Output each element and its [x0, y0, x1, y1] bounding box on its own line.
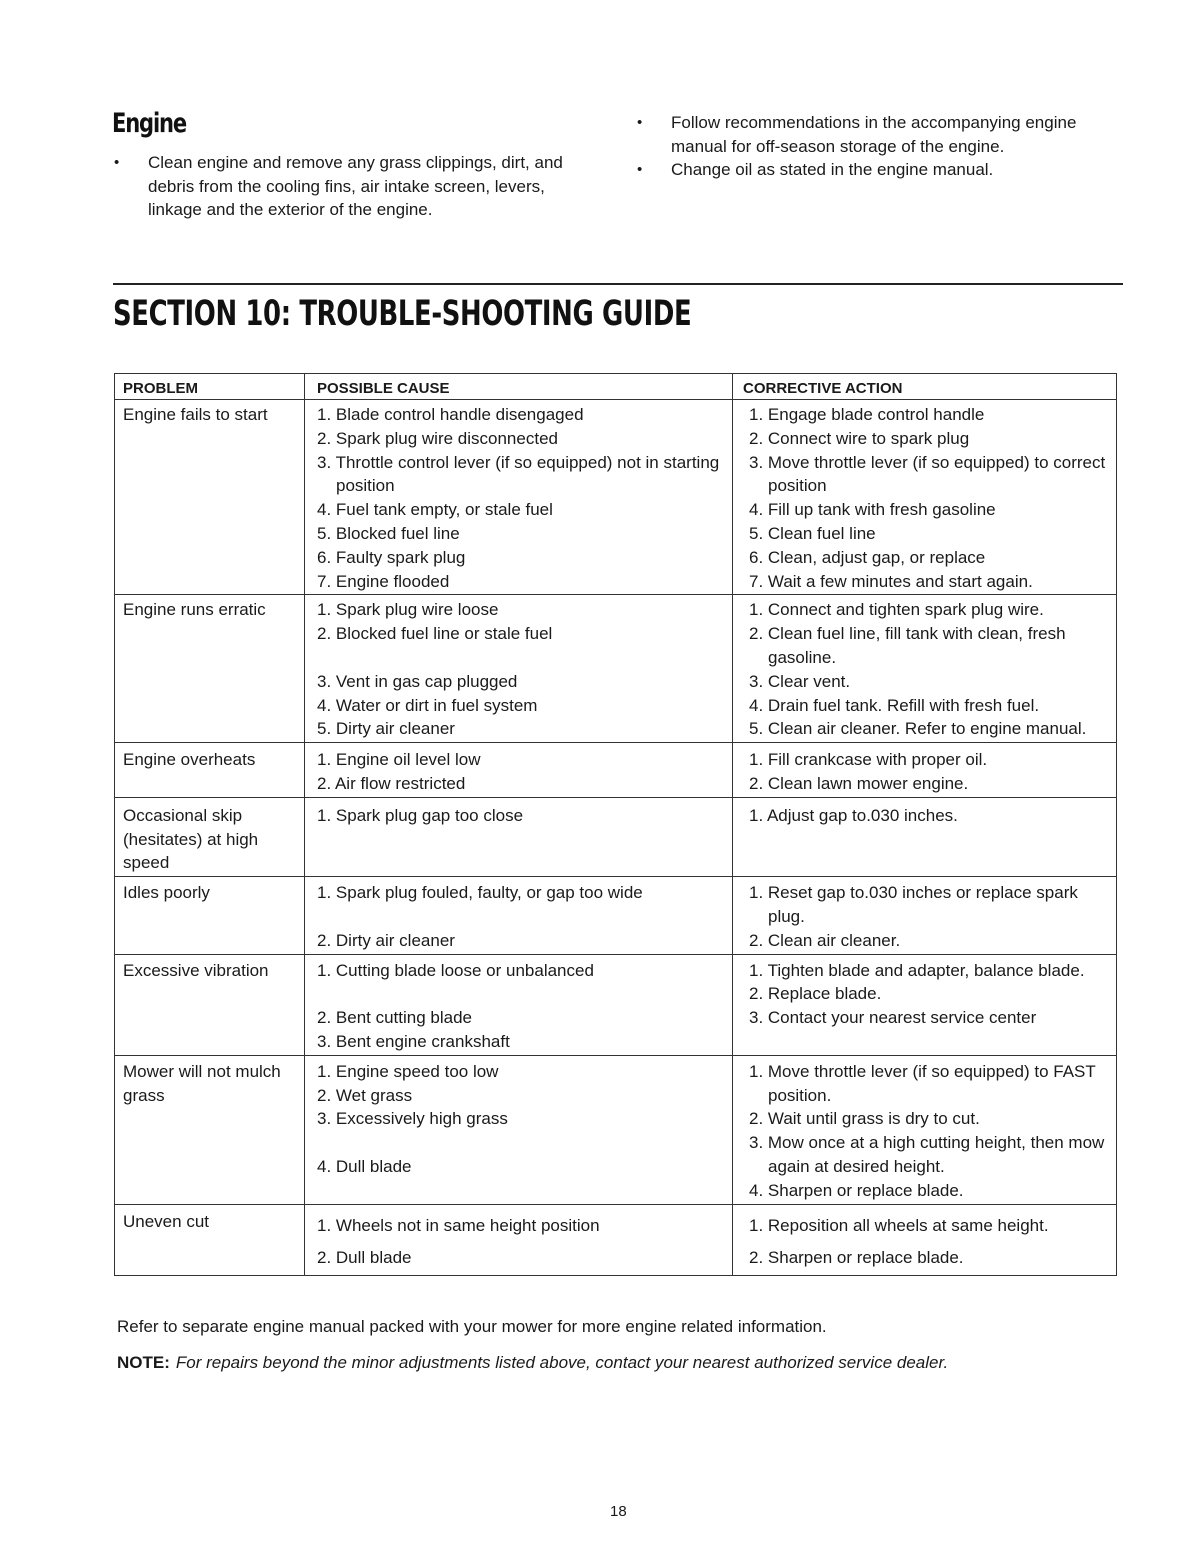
cause-item: 1. Spark plug wire loose	[317, 600, 499, 620]
table-row	[115, 743, 1117, 798]
header-corrective-action: CORRECTIVE ACTION	[733, 374, 1117, 400]
cause-item: 2. Dull blade	[317, 1247, 412, 1267]
spacer	[317, 646, 726, 670]
page-number: 18	[610, 1503, 627, 1520]
action-item: 4. Sharpen or replace blade.	[749, 1180, 964, 1200]
note	[117, 1353, 948, 1373]
cause-item: 2. Bent cutting blade	[317, 1008, 473, 1028]
cause-item: 1. Engine oil level low	[317, 750, 481, 770]
action-item: 2. Wait until grass is dry to cut.	[749, 1109, 980, 1129]
action-item: 2. Connect wire to spark plug	[749, 428, 970, 448]
action-cell	[733, 954, 1117, 1055]
engine-bullet: • Follow recommendations in the accompanying engine manual for off-season storage of the engine.	[635, 111, 1095, 158]
action-item: 2. Clean lawn mower engine.	[749, 773, 969, 793]
cause-item: 1. Engine speed too low	[317, 1061, 499, 1081]
action-item: 2. Clean fuel line, fill tank with clean, fresh gasoline.	[749, 624, 1066, 667]
problem-cell: Engine fails to start	[115, 400, 305, 595]
cause-item: 2. Air flow restricted	[317, 773, 466, 793]
cause-item: 3. Throttle control lever (if so equipped) not in starting position	[317, 452, 720, 496]
action-item: 1. Adjust gap to.030 inches.	[749, 805, 958, 825]
cause-item: 4. Dull blade	[317, 1156, 412, 1176]
problem-cell: Engine overheats	[115, 743, 305, 798]
table-row	[115, 954, 1117, 1055]
action-item: 3. Clear vent.	[749, 671, 851, 691]
action-item: 1. Reset gap to.030 inches or replace spark plug.	[749, 883, 1078, 926]
cause-item: 7. Engine flooded	[317, 571, 450, 591]
action-item: 5. Clean fuel line	[749, 523, 876, 543]
table-row	[115, 1055, 1117, 1204]
cause-item: 2. Wet grass	[317, 1085, 413, 1105]
action-item: 1. Move throttle lever (if so equipped) to FAST position.	[749, 1061, 1096, 1105]
cause-cell	[305, 1055, 733, 1204]
section-divider	[113, 283, 1123, 285]
cause-item: 6. Faulty spark plug	[317, 547, 466, 567]
action-item: 3. Mow once at a high cutting height, then mow again at desired height.	[749, 1133, 1105, 1176]
table-row	[115, 797, 1117, 876]
section-title: SECTION 10: TROUBLE-SHOOTING GUIDE	[113, 294, 692, 334]
cause-cell	[305, 954, 733, 1055]
cause-item: 2. Spark plug wire disconnected	[317, 428, 558, 448]
problem-cell: Mower will not mulch grass	[115, 1055, 305, 1204]
cause-cell	[305, 400, 733, 595]
problem-cell: Uneven cut	[115, 1204, 305, 1275]
header-problem: PROBLEM	[115, 374, 305, 400]
engine-bullets-left	[112, 151, 582, 222]
action-item: 3. Move throttle lever (if so equipped) to correct position	[749, 452, 1106, 496]
engine-bullets-right	[635, 111, 1095, 182]
spacer	[317, 905, 726, 929]
action-item: 2. Clean air cleaner.	[749, 930, 901, 950]
note-body: For repairs beyond the minor adjustments listed above, contact your nearest authorized service dealer.	[175, 1353, 949, 1372]
cause-cell	[305, 797, 733, 876]
cause-item: 3. Vent in gas cap plugged	[317, 671, 518, 691]
problem-cell: Engine runs erratic	[115, 595, 305, 743]
table-row	[115, 877, 1117, 954]
action-cell	[733, 400, 1117, 595]
problem-cell: Idles poorly	[115, 877, 305, 954]
action-cell	[733, 1204, 1117, 1275]
cause-item: 3. Excessively high grass	[317, 1109, 508, 1129]
cause-cell	[305, 877, 733, 954]
action-cell	[733, 877, 1117, 954]
problem-cell: Excessive vibration	[115, 954, 305, 1055]
engine-bullet: • Clean engine and remove any grass clippings, dirt, and debris from the cooling fins, air intake screen, levers, linkage and the exterior of the engine.	[112, 151, 582, 222]
action-cell	[733, 595, 1117, 743]
cause-cell	[305, 743, 733, 798]
action-item: 4. Drain fuel tank. Refill with fresh fuel.	[749, 695, 1040, 715]
spacer	[317, 982, 726, 1006]
refer-text: Refer to separate engine manual packed with your mower for more engine related information.	[117, 1317, 827, 1336]
action-item: 2. Replace blade.	[749, 984, 882, 1004]
action-item: 1. Engage blade control handle	[749, 405, 985, 424]
engine-bullet: • Change oil as stated in the engine manual.	[635, 158, 1095, 182]
cause-item: 5. Blocked fuel line	[317, 523, 460, 543]
cause-item: 1. Cutting blade loose or unbalanced	[317, 960, 594, 980]
action-item: 1. Reposition all wheels at same height.	[749, 1215, 1049, 1235]
table-row	[115, 595, 1117, 743]
action-item: 1. Tighten blade and adapter, balance blade.	[749, 960, 1085, 980]
cause-item: 1. Blade control handle disengaged	[317, 405, 584, 424]
engine-heading: Engine	[112, 108, 186, 139]
action-item: 3. Contact your nearest service center	[749, 1008, 1037, 1028]
action-cell	[733, 797, 1117, 876]
header-possible-cause: POSSIBLE CAUSE	[305, 374, 733, 400]
cause-item: 1. Wheels not in same height position	[317, 1215, 600, 1235]
action-item: 2. Sharpen or replace blade.	[749, 1247, 964, 1267]
action-item: 7. Wait a few minutes and start again.	[749, 571, 1033, 591]
cause-item: 4. Fuel tank empty, or stale fuel	[317, 500, 553, 520]
cause-item: 1. Spark plug gap too close	[317, 805, 524, 825]
cause-item: 2. Dirty air cleaner	[317, 930, 455, 950]
trouble-shooting-table	[114, 373, 1117, 1276]
table-header-row	[115, 374, 1117, 400]
action-cell	[733, 1055, 1117, 1204]
note-label: NOTE:	[117, 1353, 170, 1372]
problem-cell: Occasional skip (hesitates) at high speed	[115, 797, 305, 876]
cause-item: 4. Water or dirt in fuel system	[317, 695, 538, 715]
table-row	[115, 400, 1117, 595]
spacer	[317, 1131, 726, 1155]
action-item: 6. Clean, adjust gap, or replace	[749, 547, 986, 567]
action-cell	[733, 743, 1117, 798]
action-item: 1. Fill crankcase with proper oil.	[749, 750, 988, 770]
cause-cell	[305, 1204, 733, 1275]
action-item: 5. Clean air cleaner. Refer to engine manual.	[749, 719, 1087, 739]
cause-item: 1. Spark plug fouled, faulty, or gap too wide	[317, 883, 643, 903]
table-row	[115, 1204, 1117, 1275]
action-item: 1. Connect and tighten spark plug wire.	[749, 600, 1044, 620]
cause-item: 5. Dirty air cleaner	[317, 719, 455, 739]
cause-item: 2. Blocked fuel line or stale fuel	[317, 624, 553, 644]
cause-cell	[305, 595, 733, 743]
action-item: 4. Fill up tank with fresh gasoline	[749, 500, 996, 520]
cause-item: 3. Bent engine crankshaft	[317, 1031, 510, 1051]
